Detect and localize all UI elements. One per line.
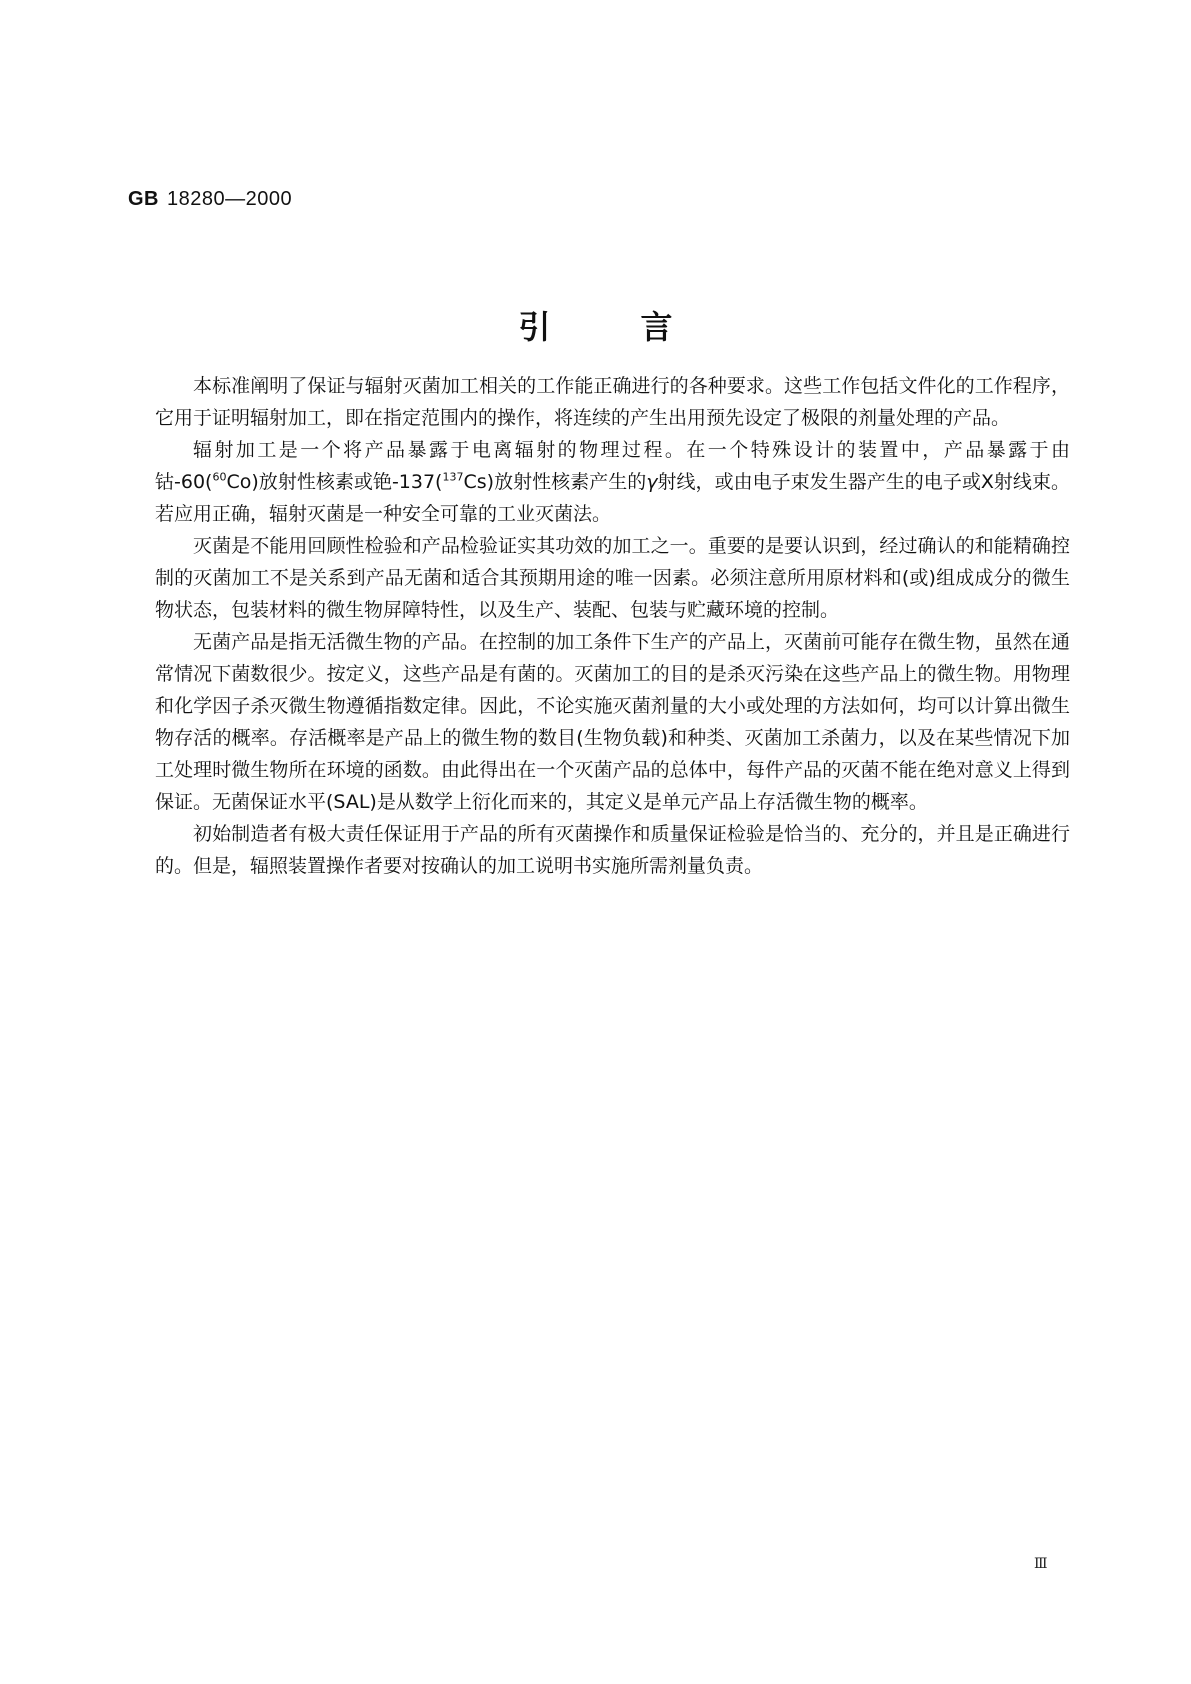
paragraph-2 bbox=[155, 434, 1070, 530]
page-number: Ⅲ bbox=[1034, 1556, 1048, 1572]
p2-gamma: γ bbox=[646, 471, 658, 493]
standard-number bbox=[128, 188, 292, 211]
p2-sup-cs: 137 bbox=[442, 470, 464, 484]
p2-text-a: 辐射加工是一个将产品暴露于电离辐射的物理过程。在一个特殊设计的装置中，产品暴露于由钴-60( bbox=[155, 439, 1070, 493]
paragraph-3: 灭菌是不能用回顾性检验和产品检验证实其功效的加工之一。重要的是要认识到，经过确认的和能精确控制的灭菌加工不是关系到产品无菌和适合其预期用途的唯一因素。必须注意所用原材料和(或)组成成分的微生物状态，包装材料的微生物屏障特性，以及生产、装配、包装与贮藏环境的控制。 bbox=[155, 535, 1070, 621]
p2-text-b: Co)放射性核素或铯-137( bbox=[226, 471, 443, 493]
p2-text-c: Cs)放射性核素产生的 bbox=[463, 471, 647, 493]
page-title: 引言 bbox=[518, 308, 763, 346]
p2-sup-co: 60 bbox=[212, 470, 227, 484]
paragraph-1: 本标准阐明了保证与辐射灭菌加工相关的工作能正确进行的各种要求。这些工作包括文件化的工作程序，它用于证明辐射加工，即在指定范围内的操作，将连续的产生出用预先设定了极限的剂量处理的产品。 bbox=[155, 375, 1070, 429]
standard-prefix: GB bbox=[128, 188, 159, 210]
paragraph-5: 初始制造者有极大责任保证用于产品的所有灭菌操作和质量保证检验是恰当的、充分的，并且是正确进行的。但是，辐照装置操作者要对按确认的加工说明书实施所需剂量负责。 bbox=[155, 823, 1070, 877]
paragraph-4: 无菌产品是指无活微生物的产品。在控制的加工条件下生产的产品上，灭菌前可能存在微生物，虽然在通常情况下菌数很少。按定义，这些产品是有菌的。灭菌加工的目的是杀灭污染在这些产品上的微生物。用物理和化学因子杀灭微生物遵循指数定律。因此，不论实施灭菌剂量的大小或处理的方法如何，均可以计算出微生物存活的概率。存活概率是产品上的微生物的数目(生物负载)和种类、灭菌加工杀菌力，以及在某些情况下加工处理时微生物所在环境的函数。由此得出在一个灭菌产品的总体中，每件产品的灭菌不能在绝对意义上得到保证。无菌保证水平(SAL)是从数学上衍化而来的，其定义是单元产品上存活微生物的概率。 bbox=[155, 631, 1070, 813]
introduction-body bbox=[155, 370, 1070, 882]
p2-text-d: 射线，或由电子束发生器产生的电子或X射线束。若应用正确，辐射灭菌是一种安全可靠的工业灭菌法。 bbox=[155, 471, 1070, 525]
standard-code: 18280—2000 bbox=[167, 188, 293, 210]
